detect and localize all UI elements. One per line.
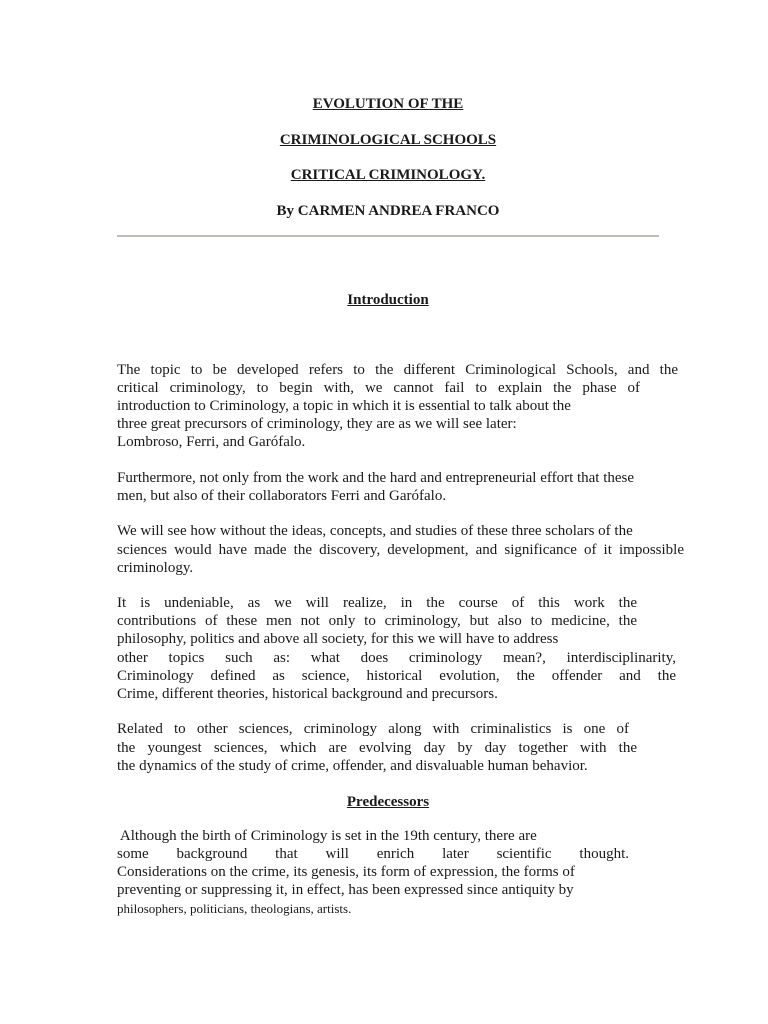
title-line-1: EVOLUTION OF THE [312,96,464,112]
paragraph-4-line-4: other topics such as: what does criminology mean?, interdisciplinarity, [117,650,676,666]
paragraph-5-line-1: Related to other sciences, criminology along with criminalistics is one of [117,721,629,737]
paragraph-6-line-5: philosophers, politicians, theologians, artists. [117,901,352,916]
paragraph-6-line-1: Although the birth of Criminology is set in the 19th century, there are [117,828,537,844]
paragraph-6-line-3: Considerations on the crime, its genesis, its form of expression, the forms of [117,864,575,880]
paragraph-4-line-1: It is undeniable, as we will realize, in the course of this work the [117,595,637,611]
horizontal-divider [117,235,659,237]
paragraph-1-line-5: Lombroso, Ferri, and Garófalo. [117,434,306,450]
title-line-2: CRIMINOLOGICAL SCHOOLS [279,132,497,148]
paragraph-2-line-1: Furthermore, not only from the work and the hard and entrepreneurial effort that these [117,470,635,486]
paragraph-4-line-6: Crime, different theories, historical background and precursors. [117,686,498,702]
paragraph-4-line-5: Criminology defined as science, historical evolution, the offender and the [117,668,676,684]
paragraph-3-line-1: We will see how without the ideas, concepts, and studies of these three scholars of the [117,523,633,539]
paragraph-4-line-3: philosophy, politics and above all society, for this we will have to address [117,631,559,647]
title-line-3: CRITICAL CRIMINOLOGY. [290,167,486,183]
introduction-heading: Introduction [347,292,429,308]
paragraph-1-line-3: introduction to Criminology, a topic in which it is essential to talk about the [117,398,571,414]
paragraph-4-line-2: contributions of these men not only to criminology, but also to medicine, the [117,613,637,629]
paragraph-6-line-2: some background that will enrich later scientific thought. [117,846,629,862]
paragraph-5-line-2: the youngest sciences, which are evolving day by day together with the [117,740,637,756]
paragraph-1-line-4: three great precursors of criminology, they are as we will see later: [117,416,517,432]
paragraph-2-line-2: men, but also of their collaborators Ferri and Garófalo. [117,488,447,504]
paragraph-1-line-1: The topic to be developed refers to the different Criminological Schools, and the [117,362,678,378]
paragraph-1-line-2: critical criminology, to begin with, we cannot fail to explain the phase of [117,380,640,396]
author-line: By CARMEN ANDREA FRANCO [276,203,500,219]
predecessors-heading: Predecessors [346,794,430,810]
paragraph-3-line-2: sciences would have made the discovery, development, and significance of it impossible [117,542,684,558]
paragraph-6-line-4: preventing or suppressing it, in effect, has been expressed since antiquity by [117,882,574,898]
paragraph-3-line-3: criminology. [117,560,194,576]
paragraph-5-line-3: the dynamics of the study of crime, offender, and disvaluable human behavior. [117,758,588,774]
